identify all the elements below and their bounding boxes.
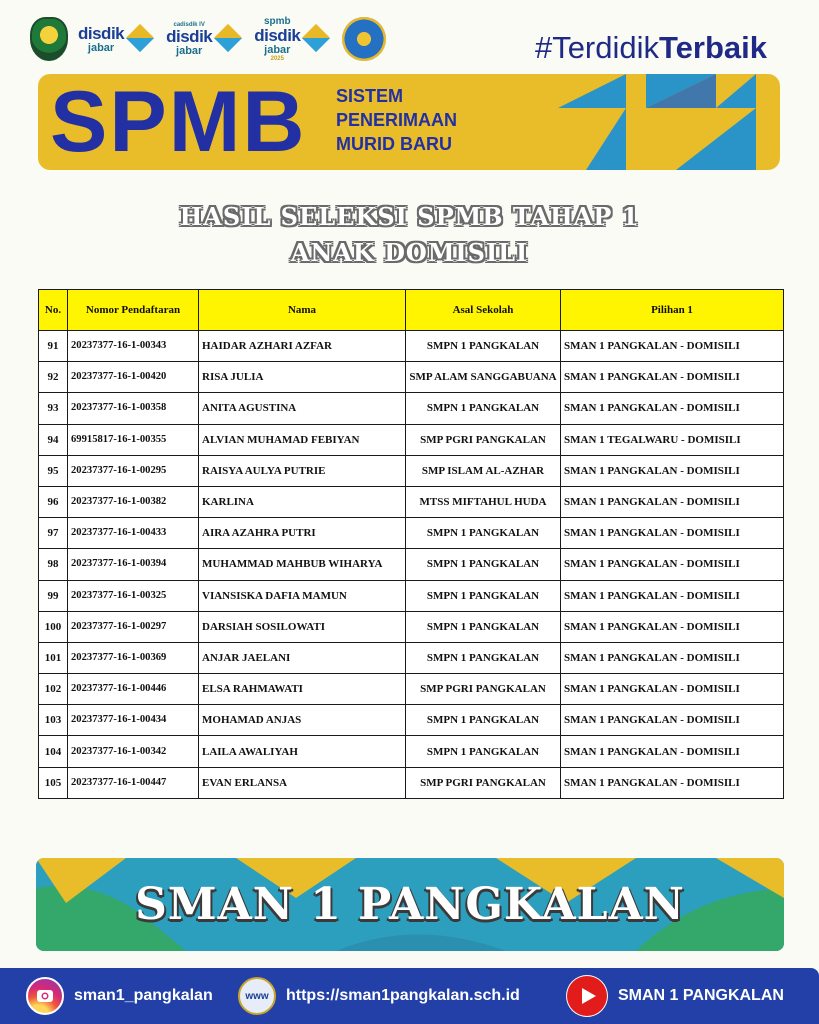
banner-line-3: MURID BARU <box>336 134 452 154</box>
disdik-logo-sub: jabar <box>87 41 115 54</box>
origin-school: SMPN 1 PANGKALAN <box>406 393 561 424</box>
table-row <box>39 455 784 486</box>
registration-number: 20237377-16-1-00343 <box>68 331 199 362</box>
page-title: HASIL SELEKSI SPMB TAHAP 1 <box>179 202 640 231</box>
disdik-logo-main: disdik <box>78 23 125 43</box>
instagram-icon <box>26 977 64 1015</box>
spmb-logo-small: spmb <box>263 15 291 27</box>
table-row <box>39 705 784 736</box>
col-header-name: Nama <box>199 290 406 331</box>
student-name: KARLINA <box>199 486 406 517</box>
registration-number: 20237377-16-1-00446 <box>68 674 199 705</box>
globe-icon <box>238 977 276 1015</box>
student-name: AIRA AZAHRA PUTRI <box>199 518 406 549</box>
row-number: 92 <box>39 362 68 393</box>
registration-number: 20237377-16-1-00295 <box>68 455 199 486</box>
student-name: MOHAMAD ANJAS <box>199 705 406 736</box>
student-name: VIANSISKA DAFIA MAMUN <box>199 580 406 611</box>
origin-school: SMPN 1 PANGKALAN <box>406 736 561 767</box>
registration-number: 20237377-16-1-00382 <box>68 486 199 517</box>
footer-website[interactable] <box>238 977 520 1015</box>
origin-school: SMP ISLAM AL-AZHAR <box>406 455 561 486</box>
first-choice: SMAN 1 PANGKALAN - DOMISILI <box>561 580 784 611</box>
youtube-icon <box>566 975 608 1017</box>
banner-decoration <box>548 74 780 170</box>
col-header-registration: Nomor Pendaftaran <box>68 290 199 331</box>
spmb-logo-main: disdik <box>254 25 301 45</box>
first-choice: SMAN 1 PANGKALAN - DOMISILI <box>561 393 784 424</box>
footer-instagram[interactable] <box>26 977 213 1015</box>
spmb-logo-icon <box>302 24 332 54</box>
spmb-logo-sub: jabar <box>264 43 291 56</box>
first-choice: SMAN 1 PANGKALAN - DOMISILI <box>561 674 784 705</box>
col-header-school: Asal Sekolah <box>406 290 561 331</box>
student-name: ANJAR JAELANI <box>199 642 406 673</box>
school-emblem-icon <box>342 17 386 61</box>
student-name: EVAN ERLANSA <box>199 767 406 798</box>
first-choice: SMAN 1 TEGALWARU - DOMISILI <box>561 424 784 455</box>
hashtag-prefix: #Terdidik <box>534 30 660 65</box>
spmb-acronym: SPMB <box>50 74 307 170</box>
row-number: 103 <box>39 705 68 736</box>
col-header-no: No. <box>39 290 68 331</box>
student-name: RISA JULIA <box>199 362 406 393</box>
banner-line-1: SISTEM <box>336 86 404 106</box>
instagram-handle[interactable]: sman1_pangkalan <box>74 987 213 1004</box>
banner-line-2: PENERIMAAN <box>336 110 458 130</box>
jabar-seal-icon <box>30 17 68 61</box>
row-number: 102 <box>39 674 68 705</box>
table-row <box>39 736 784 767</box>
row-number: 97 <box>39 518 68 549</box>
origin-school: SMPN 1 PANGKALAN <box>406 549 561 580</box>
hashtag <box>535 30 767 66</box>
first-choice: SMAN 1 PANGKALAN - DOMISILI <box>561 549 784 580</box>
partner-logos <box>30 14 386 64</box>
first-choice: SMAN 1 PANGKALAN - DOMISILI <box>561 486 784 517</box>
table-row <box>39 674 784 705</box>
first-choice: SMAN 1 PANGKALAN - DOMISILI <box>561 705 784 736</box>
cadisdik-logo-small: cadisdik IV <box>173 21 205 28</box>
origin-school: SMP PGRI PANGKALAN <box>406 424 561 455</box>
spmb-logo <box>254 17 332 62</box>
cadisdik-logo-sub: jabar <box>176 44 203 57</box>
table-row <box>39 393 784 424</box>
registration-number: 20237377-16-1-00369 <box>68 642 199 673</box>
first-choice: SMAN 1 PANGKALAN - DOMISILI <box>561 455 784 486</box>
school-name: SMAN 1 PANGKALAN <box>135 879 685 930</box>
row-number: 98 <box>39 549 68 580</box>
first-choice: SMAN 1 PANGKALAN - DOMISILI <box>561 518 784 549</box>
cadisdik-logo-icon <box>214 24 244 54</box>
hashtag-bold: Terbaik <box>659 30 767 65</box>
website-url[interactable]: https://sman1pangkalan.sch.id <box>286 987 520 1004</box>
row-number: 93 <box>39 393 68 424</box>
selection-results-table <box>38 289 784 799</box>
table-row <box>39 642 784 673</box>
registration-number: 69915817-16-1-00355 <box>68 424 199 455</box>
origin-school: SMPN 1 PANGKALAN <box>406 518 561 549</box>
row-number: 105 <box>39 767 68 798</box>
registration-number: 20237377-16-1-00420 <box>68 362 199 393</box>
table-row <box>39 362 784 393</box>
origin-school: SMPN 1 PANGKALAN <box>406 642 561 673</box>
table-row <box>39 331 784 362</box>
footer-youtube[interactable] <box>566 975 784 1017</box>
origin-school: SMPN 1 PANGKALAN <box>406 611 561 642</box>
student-name: ANITA AGUSTINA <box>199 393 406 424</box>
table-row <box>39 549 784 580</box>
first-choice: SMAN 1 PANGKALAN - DOMISILI <box>561 362 784 393</box>
spmb-logo-year: 2025 <box>270 55 284 62</box>
student-name: DARSIAH SOSILOWATI <box>199 611 406 642</box>
first-choice: SMAN 1 PANGKALAN - DOMISILI <box>561 767 784 798</box>
registration-number: 20237377-16-1-00394 <box>68 549 199 580</box>
school-banner <box>36 858 784 951</box>
cadisdik-logo <box>166 22 244 57</box>
cadisdik-logo-main: disdik <box>166 26 213 46</box>
registration-number: 20237377-16-1-00297 <box>68 611 199 642</box>
globe-label: www <box>245 990 269 1002</box>
row-number: 95 <box>39 455 68 486</box>
registration-number: 20237377-16-1-00342 <box>68 736 199 767</box>
row-number: 99 <box>39 580 68 611</box>
table-row <box>39 580 784 611</box>
row-number: 100 <box>39 611 68 642</box>
table-row <box>39 424 784 455</box>
registration-number: 20237377-16-1-00325 <box>68 580 199 611</box>
page-subtitle: ANAK DOMISILI <box>290 238 529 267</box>
first-choice: SMAN 1 PANGKALAN - DOMISILI <box>561 331 784 362</box>
first-choice: SMAN 1 PANGKALAN - DOMISILI <box>561 611 784 642</box>
table-row <box>39 767 784 798</box>
table-body <box>39 331 784 799</box>
origin-school: MTSS MIFTAHUL HUDA <box>406 486 561 517</box>
first-choice: SMAN 1 PANGKALAN - DOMISILI <box>561 736 784 767</box>
student-name: ALVIAN MUHAMAD FEBIYAN <box>199 424 406 455</box>
row-number: 94 <box>39 424 68 455</box>
student-name: ELSA RAHMAWATI <box>199 674 406 705</box>
registration-number: 20237377-16-1-00447 <box>68 767 199 798</box>
table-row <box>39 518 784 549</box>
student-name: LAILA AWALIYAH <box>199 736 406 767</box>
origin-school: SMP PGRI PANGKALAN <box>406 767 561 798</box>
disdik-logo-icon <box>126 24 156 54</box>
col-header-choice: Pilihan 1 <box>561 290 784 331</box>
registration-number: 20237377-16-1-00358 <box>68 393 199 424</box>
disdik-logo <box>78 24 156 54</box>
table-row <box>39 486 784 517</box>
student-name: RAISYA AULYA PUTRIE <box>199 455 406 486</box>
student-name: MUHAMMAD MAHBUB WIHARYA <box>199 549 406 580</box>
row-number: 101 <box>39 642 68 673</box>
youtube-channel[interactable]: SMAN 1 PANGKALAN <box>618 987 784 1004</box>
footer-bar <box>0 968 819 1024</box>
first-choice: SMAN 1 PANGKALAN - DOMISILI <box>561 642 784 673</box>
row-number: 104 <box>39 736 68 767</box>
row-number: 91 <box>39 331 68 362</box>
spmb-banner <box>38 74 780 170</box>
origin-school: SMPN 1 PANGKALAN <box>406 705 561 736</box>
row-number: 96 <box>39 486 68 517</box>
registration-number: 20237377-16-1-00433 <box>68 518 199 549</box>
spmb-full-name <box>336 86 457 154</box>
origin-school: SMP PGRI PANGKALAN <box>406 674 561 705</box>
registration-number: 20237377-16-1-00434 <box>68 705 199 736</box>
table-header-row <box>39 290 784 331</box>
table-row <box>39 611 784 642</box>
origin-school: SMP ALAM SANGGABUANA <box>406 362 561 393</box>
origin-school: SMPN 1 PANGKALAN <box>406 331 561 362</box>
origin-school: SMPN 1 PANGKALAN <box>406 580 561 611</box>
student-name: HAIDAR AZHARI AZFAR <box>199 331 406 362</box>
